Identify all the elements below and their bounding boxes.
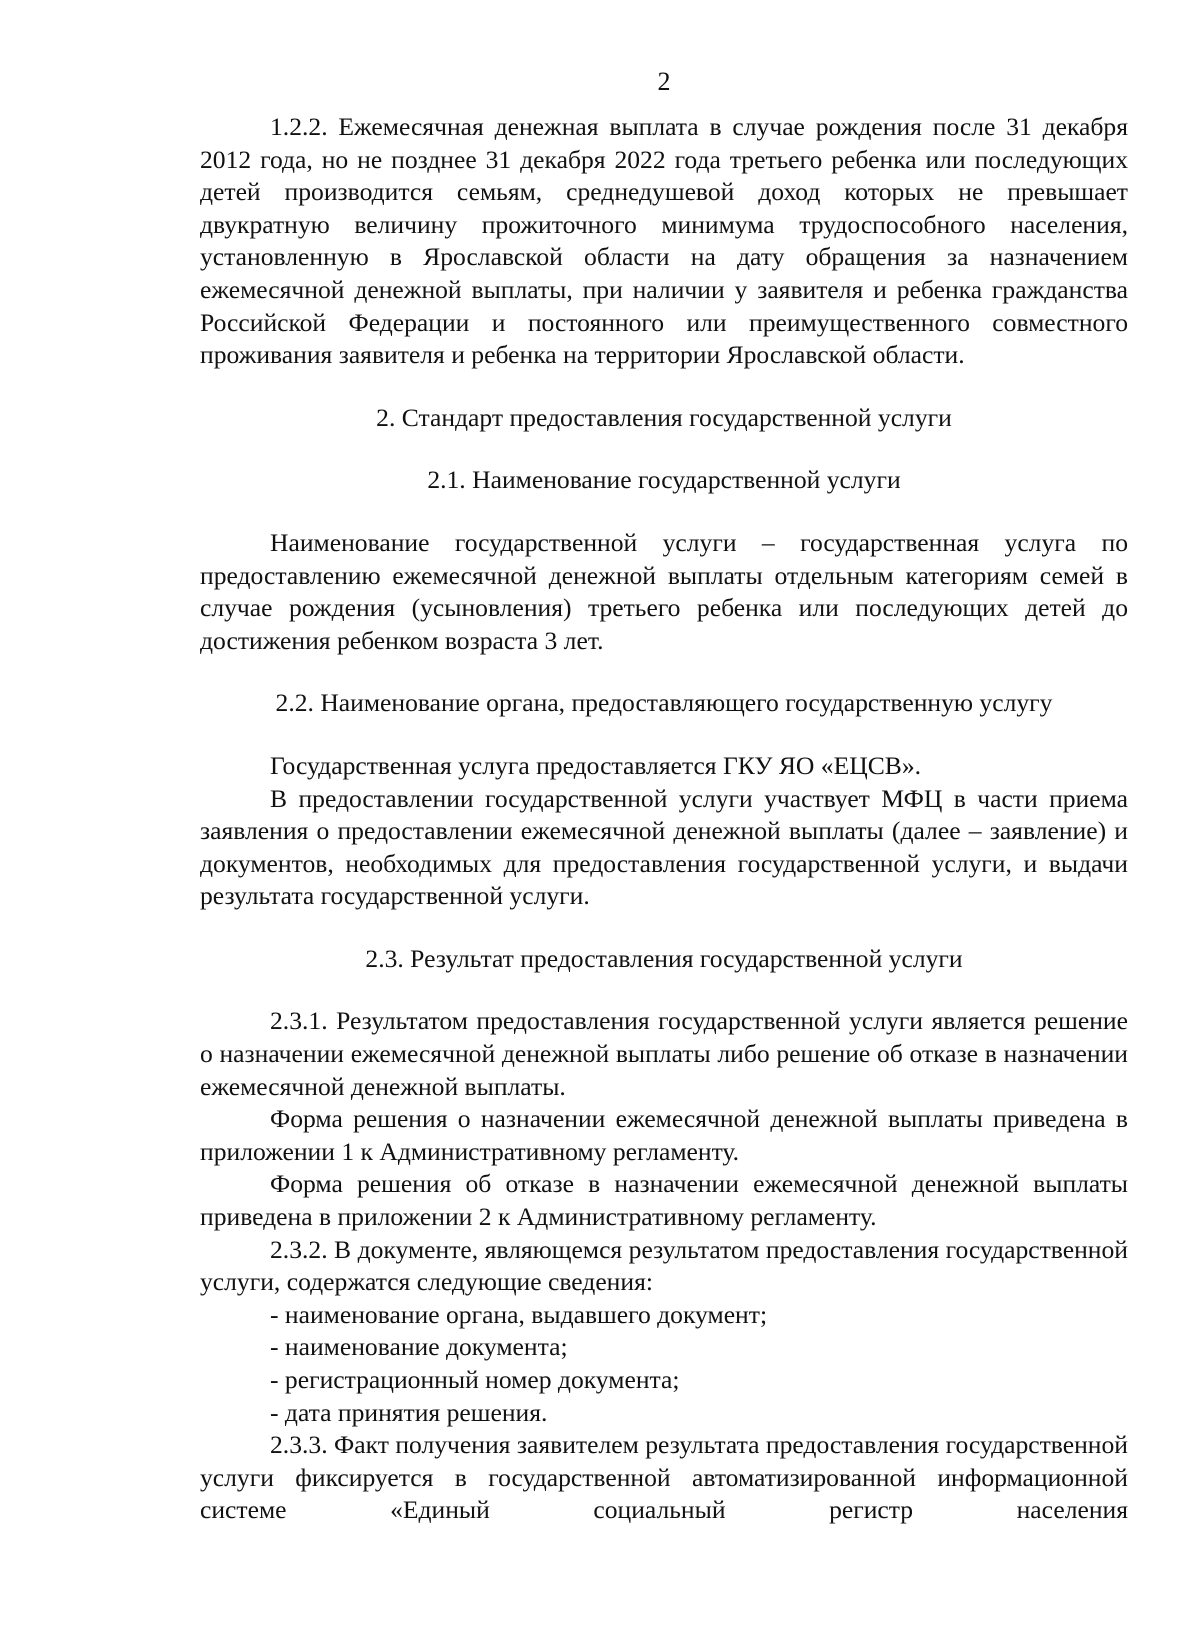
list-item: - регистрационный номер документа; — [270, 1365, 680, 1394]
list-item: - наименование органа, выдавшего документ; — [270, 1299, 768, 1329]
section-heading-2-2: 2.2. Наименование органа, предоставляющего государственную услугу — [275, 688, 1053, 718]
section-heading-2-3: 2.3. Результат предоставления государственной услуги — [365, 943, 963, 973]
page-number: 2 — [657, 67, 671, 96]
paragraph-2-1: Наименование государственной услуги – государственная услуга по предоставлению ежемесячной денежной выплаты отдельным категориям семей в случае рождения (усыновления) третьего ребенка или последующих детей до достижения ребенком возраста 3 лет. — [200, 527, 1128, 655]
section-heading-2: 2. Стандарт предоставления государственной услуги — [376, 402, 952, 432]
document-page — [200, 0, 1128, 1650]
paragraph-2-3-2: 2.3.2. В документе, являющемся результатом предоставления государственной услуги, содержатся следующие сведения: — [200, 1234, 1128, 1297]
paragraph-2-3-1-c: Форма решения об отказе в назначении ежемесячной денежной выплаты приведена в приложении 2 к Административному регламенту. — [200, 1169, 1128, 1232]
paragraph-1-2-2: 1.2.2. Ежемесячная денежная выплата в случае рождения после 31 декабря 2012 года, но не позднее 31 декабря 2022 года третьего ребенка или последующих детей производится семьям, среднедушевой доход которых не превышает двукратную величину прожиточного минимума трудоспособного населения, установленную в Ярославской области на дату обращения за назначением ежемесячной денежной выплаты, при наличии у заявителя и ребенка гражданства Российской Федерации и постоянного или преимущественного совместного проживания заявителя и ребенка на территории Ярославской области. — [200, 112, 1128, 370]
paragraph-2-2-b: В предоставлении государственной услуги участвует МФЦ в части приема заявления о предоставлении ежемесячной денежной выплаты (далее – заявление) и документов, необходимых для предоставления государственной услуги, и выдачи результата государственной услуги. — [200, 783, 1128, 911]
section-heading-2-1: 2.1. Наименование государственной услуги — [427, 465, 901, 495]
list-item: - дата принятия решения. — [270, 1397, 548, 1427]
document-body — [200, 111, 1128, 1527]
paragraph-2-3-1: 2.3.1. Результатом предоставления государственной услуги является решение о назначении ежемесячной денежной выплаты либо решение об отказе в назначении ежемесячной денежной выплаты. — [200, 1006, 1128, 1101]
paragraph-2-3-3: 2.3.3. Факт получения заявителем результата предоставления государственной услуги фиксируется в государственной автоматизированной информационной системе «Единый социальный регистр населения — [200, 1430, 1128, 1525]
paragraph-2-2-a: Государственная услуга предоставляется ГКУ ЯО «ЕЦСВ». — [270, 750, 922, 780]
list-item: - наименование документа; — [270, 1332, 568, 1362]
paragraph-2-3-1-b: Форма решения о назначении ежемесячной денежной выплаты приведена в приложении 1 к Административному регламенту. — [200, 1104, 1128, 1166]
